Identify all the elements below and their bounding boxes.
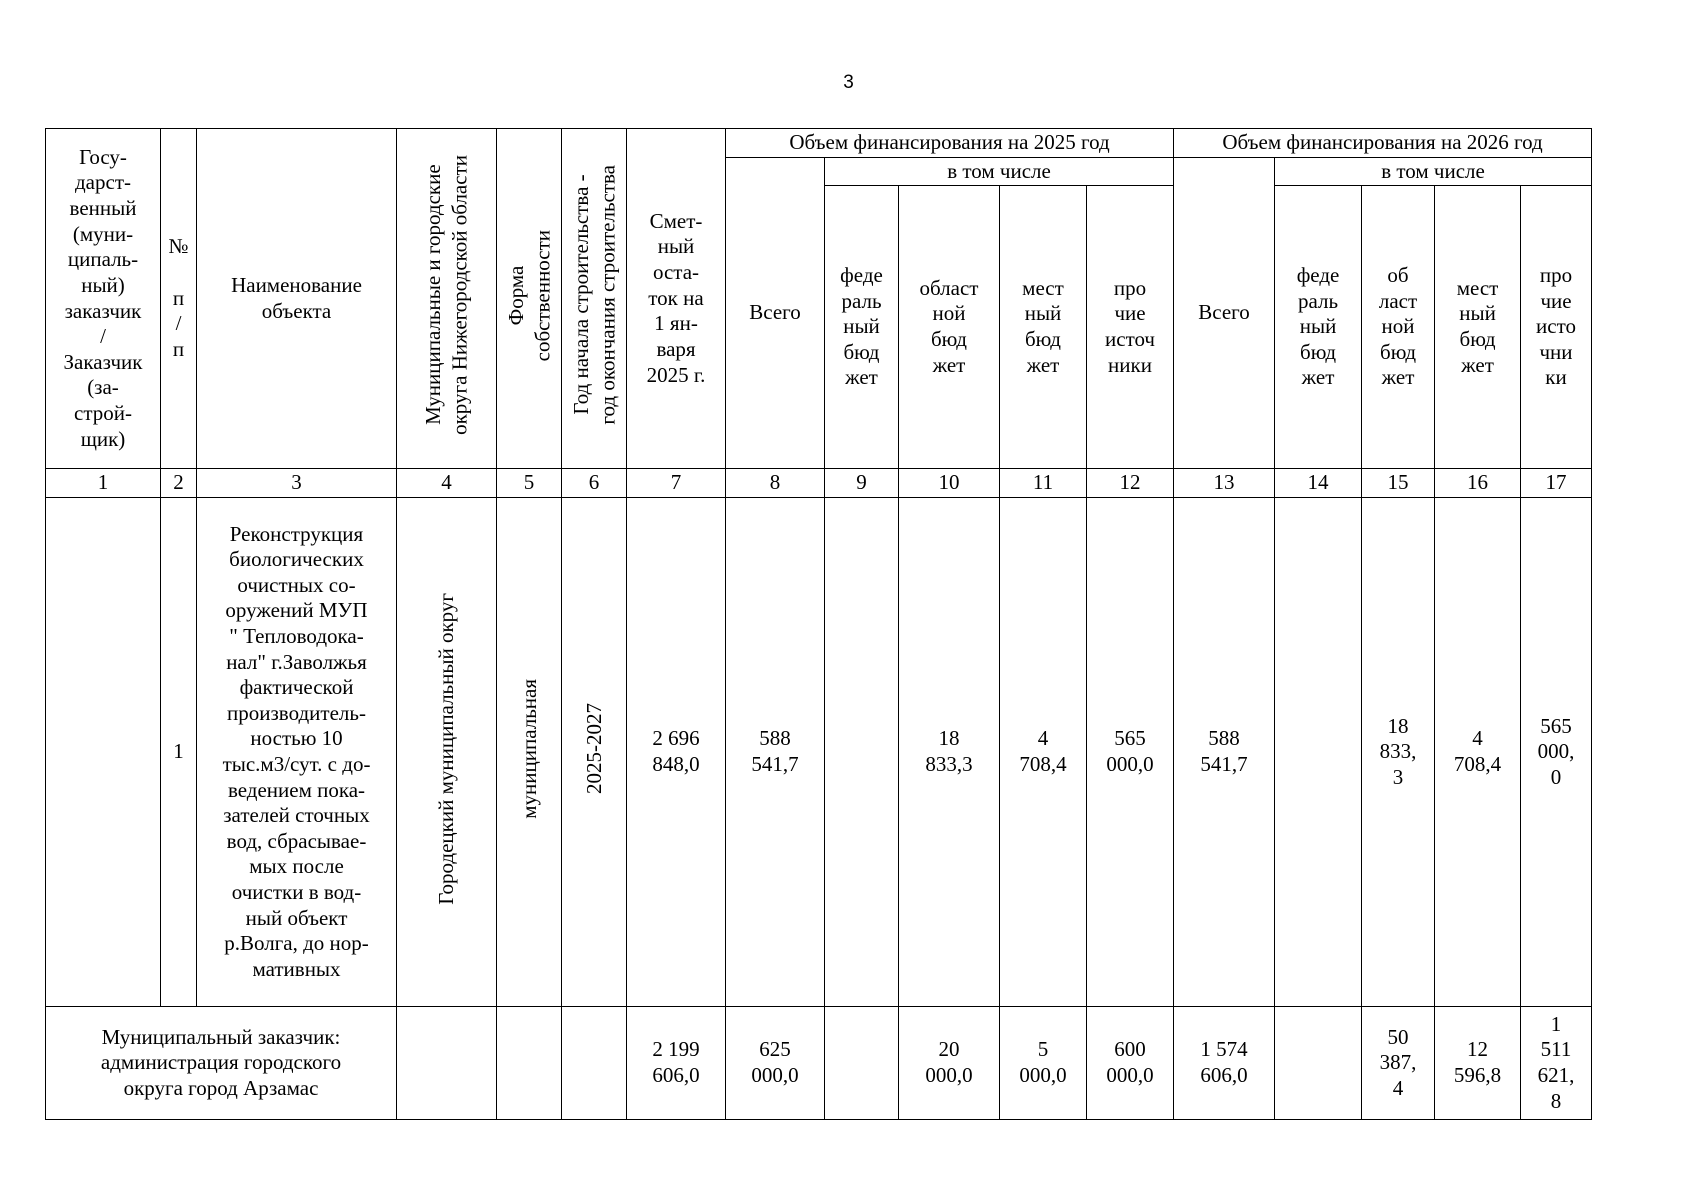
header-other-sources-2025: про чие источ ники xyxy=(1087,186,1174,469)
column-number: 5 xyxy=(497,469,562,498)
summary-total-2026: 1 574 606,0 xyxy=(1174,1007,1275,1120)
column-numbers-row xyxy=(46,469,1592,498)
header-municipal-district: Муниципальные и городские округа Нижегородской области xyxy=(397,129,497,469)
column-number: 4 xyxy=(397,469,497,498)
column-number: 14 xyxy=(1275,469,1362,498)
construction-funding-table xyxy=(45,128,1592,1120)
column-number: 11 xyxy=(1000,469,1087,498)
row-federal-budget-2025 xyxy=(825,498,899,1007)
header-total-2025: Всего xyxy=(726,158,825,469)
header-federal-budget-2025: феде раль ный бюд жет xyxy=(825,186,899,469)
summary-total-2025: 625 000,0 xyxy=(726,1007,825,1120)
summary-local-budget-2025: 5 000,0 xyxy=(1000,1007,1087,1120)
column-number: 15 xyxy=(1362,469,1435,498)
column-number: 2 xyxy=(161,469,197,498)
column-number: 3 xyxy=(197,469,397,498)
column-number: 12 xyxy=(1087,469,1174,498)
summary-local-budget-2026: 12 596,8 xyxy=(1435,1007,1521,1120)
summary-regional-budget-2025: 20 000,0 xyxy=(899,1007,1000,1120)
summary-ownership-form xyxy=(497,1007,562,1120)
header-customer: Госу- дарст- венный (муни- ципаль- ный) заказчик / Заказчик (за- строй- щик) xyxy=(46,129,161,469)
summary-row xyxy=(46,1007,1592,1120)
table-row xyxy=(46,498,1592,1007)
header-funding-2025: Объем финансирования на 2025 год xyxy=(726,129,1174,158)
header-federal-budget-2026: феде раль ный бюд жет xyxy=(1275,186,1362,469)
row-other-sources-2025: 565 000,0 xyxy=(1087,498,1174,1007)
row-local-budget-2025: 4 708,4 xyxy=(1000,498,1087,1007)
header-object-name: Наименование объекта xyxy=(197,129,397,469)
row-construction-years: 2025-2027 xyxy=(562,498,627,1007)
header-funding-2026: Объем финансирования на 2026 год xyxy=(1174,129,1592,158)
header-including-2026: в том числе xyxy=(1275,158,1592,186)
summary-regional-budget-2026: 50 387, 4 xyxy=(1362,1007,1435,1120)
header-local-budget-2026: мест ный бюд жет xyxy=(1435,186,1521,469)
summary-other-sources-2025: 600 000,0 xyxy=(1087,1007,1174,1120)
row-other-sources-2026: 565 000, 0 xyxy=(1521,498,1592,1007)
header-construction-years: Год начала строительства - год окончания строительства xyxy=(562,129,627,469)
row-number: 1 xyxy=(161,498,197,1007)
column-number: 10 xyxy=(899,469,1000,498)
header-regional-budget-2025: област ной бюд жет xyxy=(899,186,1000,469)
header-including-2025: в том числе xyxy=(825,158,1174,186)
row-total-2026: 588 541,7 xyxy=(1174,498,1275,1007)
row-federal-budget-2026 xyxy=(1275,498,1362,1007)
column-number: 9 xyxy=(825,469,899,498)
header-total-2026: Всего xyxy=(1174,158,1275,469)
summary-customer-label: Муниципальный заказчик: администрация городского округа город Арзамас xyxy=(46,1007,397,1120)
row-ownership-form: муниципальная xyxy=(497,498,562,1007)
column-number: 8 xyxy=(726,469,825,498)
row-municipal-district: Городецкий муниципальный округ xyxy=(397,498,497,1007)
column-number: 6 xyxy=(562,469,627,498)
row-object-name: Реконструкция биологических очистных со- оружений МУП " Тепловодока- нал" г.Заволжья фактической производитель- ностью 10 тыс.м3/сут. с до- ведением пока- зателей сточных вод, сбрасывае- мых после очистки в вод- ный объект р.Волга, до нор- мативных xyxy=(197,498,397,1007)
summary-estimated-balance: 2 199 606,0 xyxy=(627,1007,726,1120)
summary-federal-budget-2026 xyxy=(1275,1007,1362,1120)
column-number: 17 xyxy=(1521,469,1592,498)
header-ownership-form: Форма собственности xyxy=(497,129,562,469)
summary-municipal-district xyxy=(397,1007,497,1120)
row-customer xyxy=(46,498,161,1007)
column-number: 13 xyxy=(1174,469,1275,498)
summary-other-sources-2026: 1 511 621, 8 xyxy=(1521,1007,1592,1120)
column-number: 16 xyxy=(1435,469,1521,498)
header-other-sources-2026: про чие исто чни ки xyxy=(1521,186,1592,469)
summary-federal-budget-2025 xyxy=(825,1007,899,1120)
row-estimated-balance: 2 696 848,0 xyxy=(627,498,726,1007)
header-regional-budget-2026: об ласт ной бюд жет xyxy=(1362,186,1435,469)
column-number: 1 xyxy=(46,469,161,498)
row-local-budget-2026: 4 708,4 xyxy=(1435,498,1521,1007)
header-estimated-balance: Смет- ный оста- ток на 1 ян- варя 2025 г. xyxy=(627,129,726,469)
column-number: 7 xyxy=(627,469,726,498)
page-number: 3 xyxy=(843,72,854,93)
row-regional-budget-2026: 18 833, 3 xyxy=(1362,498,1435,1007)
header-row-number: № п / п xyxy=(161,129,197,469)
row-total-2025: 588 541,7 xyxy=(726,498,825,1007)
header-local-budget-2025: мест ный бюд жет xyxy=(1000,186,1087,469)
row-regional-budget-2025: 18 833,3 xyxy=(899,498,1000,1007)
summary-construction-years xyxy=(562,1007,627,1120)
